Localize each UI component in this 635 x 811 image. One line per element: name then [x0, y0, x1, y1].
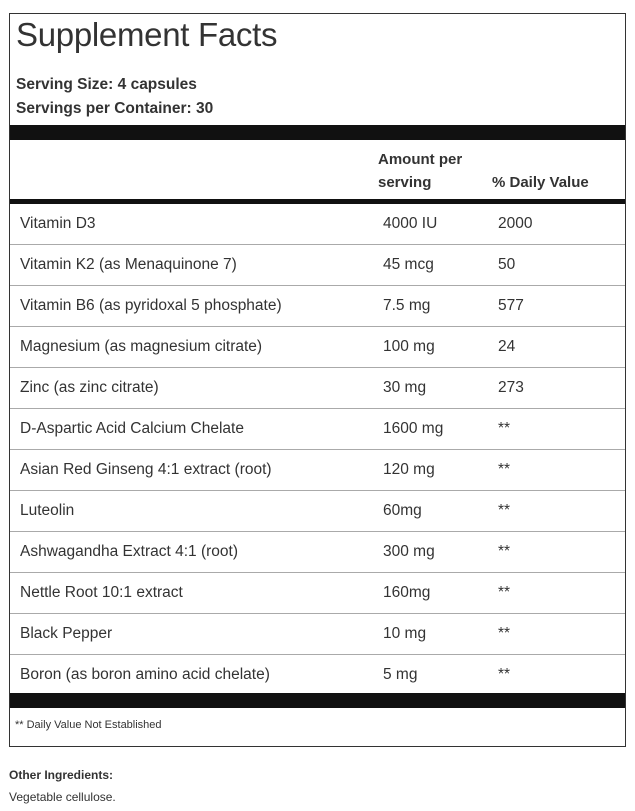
nutrient-name: Vitamin K2 (as Menaquinone 7)	[20, 256, 237, 273]
table-row	[10, 450, 625, 491]
nutrient-daily-value: 2000	[498, 215, 533, 232]
table-row	[10, 655, 625, 696]
nutrient-name: Asian Red Ginseng 4:1 extract (root)	[20, 461, 272, 478]
supplement-facts-panel	[9, 13, 626, 747]
nutrient-amount: 300 mg	[383, 543, 435, 560]
nutrient-table	[10, 204, 625, 696]
nutrient-amount: 30 mg	[383, 379, 427, 396]
divider-bar-top	[10, 125, 625, 140]
nutrient-name: Boron (as boron amino acid chelate)	[20, 666, 270, 683]
table-row	[10, 368, 625, 409]
nutrient-name: Nettle Root 10:1 extract	[20, 584, 183, 601]
nutrient-name: Luteolin	[20, 502, 75, 519]
nutrient-daily-value: **	[498, 584, 511, 601]
nutrient-amount: 10 mg	[383, 625, 427, 642]
amount-column-header: Amount per serving	[378, 151, 463, 191]
nutrient-name: Vitamin D3	[20, 215, 96, 232]
panel-title: Supplement Facts	[16, 16, 278, 53]
nutrient-daily-value: **	[498, 420, 511, 437]
nutrient-name: D-Aspartic Acid Calcium Chelate	[20, 420, 244, 437]
nutrient-daily-value: **	[498, 666, 511, 683]
nutrient-amount: 160mg	[383, 584, 431, 601]
nutrient-amount: 4000 IU	[383, 215, 438, 232]
other-ingredients-label: Other Ingredients:	[9, 768, 114, 782]
nutrient-daily-value: **	[498, 625, 511, 642]
footnote: ** Daily Value Not Established	[15, 719, 162, 731]
table-row	[10, 614, 625, 655]
table-row	[10, 532, 625, 573]
divider-bar-bottom	[10, 693, 625, 708]
nutrient-name: Ashwagandha Extract 4:1 (root)	[20, 543, 238, 560]
nutrient-amount: 7.5 mg	[383, 297, 431, 314]
nutrient-name: Vitamin B6 (as pyridoxal 5 phosphate)	[20, 297, 282, 314]
table-row	[10, 491, 625, 532]
other-ingredients-value: Vegetable cellulose.	[9, 790, 116, 804]
table-row	[10, 245, 625, 286]
nutrient-name: Magnesium (as magnesium citrate)	[20, 338, 263, 355]
nutrient-daily-value: 273	[498, 379, 524, 396]
nutrient-name: Zinc (as zinc citrate)	[20, 379, 159, 396]
nutrient-amount: 1600 mg	[383, 420, 444, 437]
nutrient-daily-value: **	[498, 502, 511, 519]
nutrient-name: Black Pepper	[20, 625, 113, 642]
table-row	[10, 409, 625, 450]
nutrient-daily-value: 50	[498, 256, 516, 273]
nutrient-daily-value: **	[498, 543, 511, 560]
table-row	[10, 573, 625, 614]
table-row	[10, 327, 625, 368]
nutrient-daily-value: 24	[498, 338, 516, 355]
table-row	[10, 286, 625, 327]
nutrient-amount: 120 mg	[383, 461, 435, 478]
daily-value-column-header: % Daily Value	[492, 174, 589, 191]
nutrient-amount: 45 mcg	[383, 256, 434, 273]
serving-size: Serving Size: 4 capsules	[16, 76, 197, 93]
table-row	[10, 204, 625, 245]
nutrient-amount: 100 mg	[383, 338, 435, 355]
nutrient-amount: 5 mg	[383, 666, 418, 683]
nutrient-daily-value: 577	[498, 297, 524, 314]
nutrient-daily-value: **	[498, 461, 511, 478]
servings-per-container: Servings per Container: 30	[16, 100, 214, 117]
nutrient-amount: 60mg	[383, 502, 422, 519]
